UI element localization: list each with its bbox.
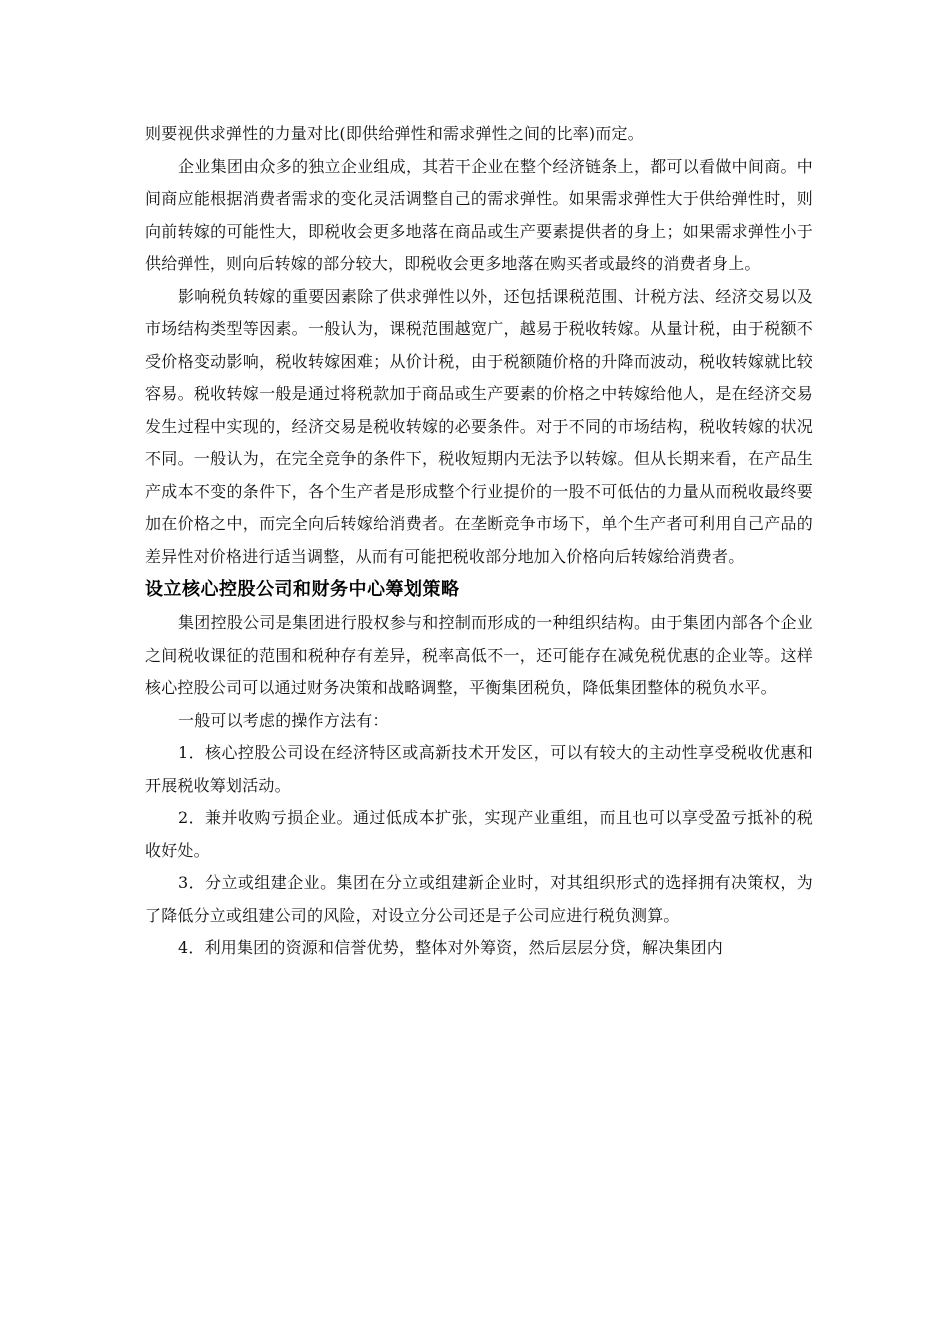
paragraph-intermediary: 企业集团由众多的独立企业组成，其若干企业在整个经济链条上，都可以看做中间商。中间商应能根据消费者需求的变化灵活调整自己的需求弹性。如果需求弹性大于供给弹性时，则向前转嫁的可能性大，即税收会更多地落在商品或生产要素提供者的身上；如果需求弹性小于供给弹性，则向后转嫁的部分较大，即税收会更多地落在购买者或最终的消费者身上。 bbox=[145, 156, 813, 273]
list-item-2: 2．兼并收购亏损企业。通过低成本扩张，实现产业重组，而且也可以享受盈亏抵补的税收好处。 bbox=[145, 808, 813, 860]
document-page bbox=[145, 118, 813, 965]
paragraph-continuation: 则要视供求弹性的力量对比(即供给弹性和需求弹性之间的比率)而定。 bbox=[145, 124, 644, 143]
paragraph-methods-intro: 一般可以考虑的操作方法有： bbox=[178, 710, 389, 730]
section-heading: 设立核心控股公司和财务中心筹划策略 bbox=[145, 579, 460, 600]
list-item-4: 4．利用集团的资源和信誉优势，整体对外筹资，然后层层分贷，解决集团内 bbox=[178, 938, 723, 957]
paragraph-tax-shifting-factors: 影响税负转嫁的重要因素除了供求弹性以外，还包括课税范围、计税方法、经济交易以及市场结构类型等因素。一般认为，课税范围越宽广，越易于税收转嫁。从量计税，由于税额不受价格变动影响，税收转嫁困难；从价计税，由于税额随价格的升降而波动，税收转嫁就比较容易。税收转嫁一般是通过将税款加于商品或生产要素的价格之中转嫁给他人，是在经济交易发生过程中实现的，经济交易是税收转嫁的必要条件。对于不同的市场结构，税收转嫁的状况不同。一般认为，在完全竞争的条件下，税收短期内无法予以转嫁。但从长期来看，在产品生产成本不变的条件下，各个生产者是形成整个行业提价的一股不可低估的力量从而税收最终要加在价格之中，而完全向后转嫁给消费者。在垄断竞争市场下，单个生产者可利用自己产品的差异性对价格进行适当调整，从而有可能把税收部分地加入价格向后转嫁给消费者。 bbox=[145, 286, 813, 566]
list-item-3: 3．分立或组建企业。集团在分立或组建新企业时，对其组织形式的选择拥有决策权，为了降低分立或组建公司的风险，对设立分公司还是子公司应进行税负测算。 bbox=[145, 873, 813, 925]
list-item-1: 1．核心控股公司设在经济特区或高新技术开发区，可以有较大的主动性享受税收优惠和开展税收筹划活动。 bbox=[145, 743, 813, 795]
paragraph-holding-company: 集团控股公司是集团进行股权参与和控制而形成的一种组织结构。由于集团内部各个企业之间税收课征的范围和税种存有差异，税率高低不一，还可能存在减免税优惠的企业等。这样核心控股公司可以通过财务决策和战略调整，平衡集团税负，降低集团整体的税负水平。 bbox=[145, 613, 813, 697]
